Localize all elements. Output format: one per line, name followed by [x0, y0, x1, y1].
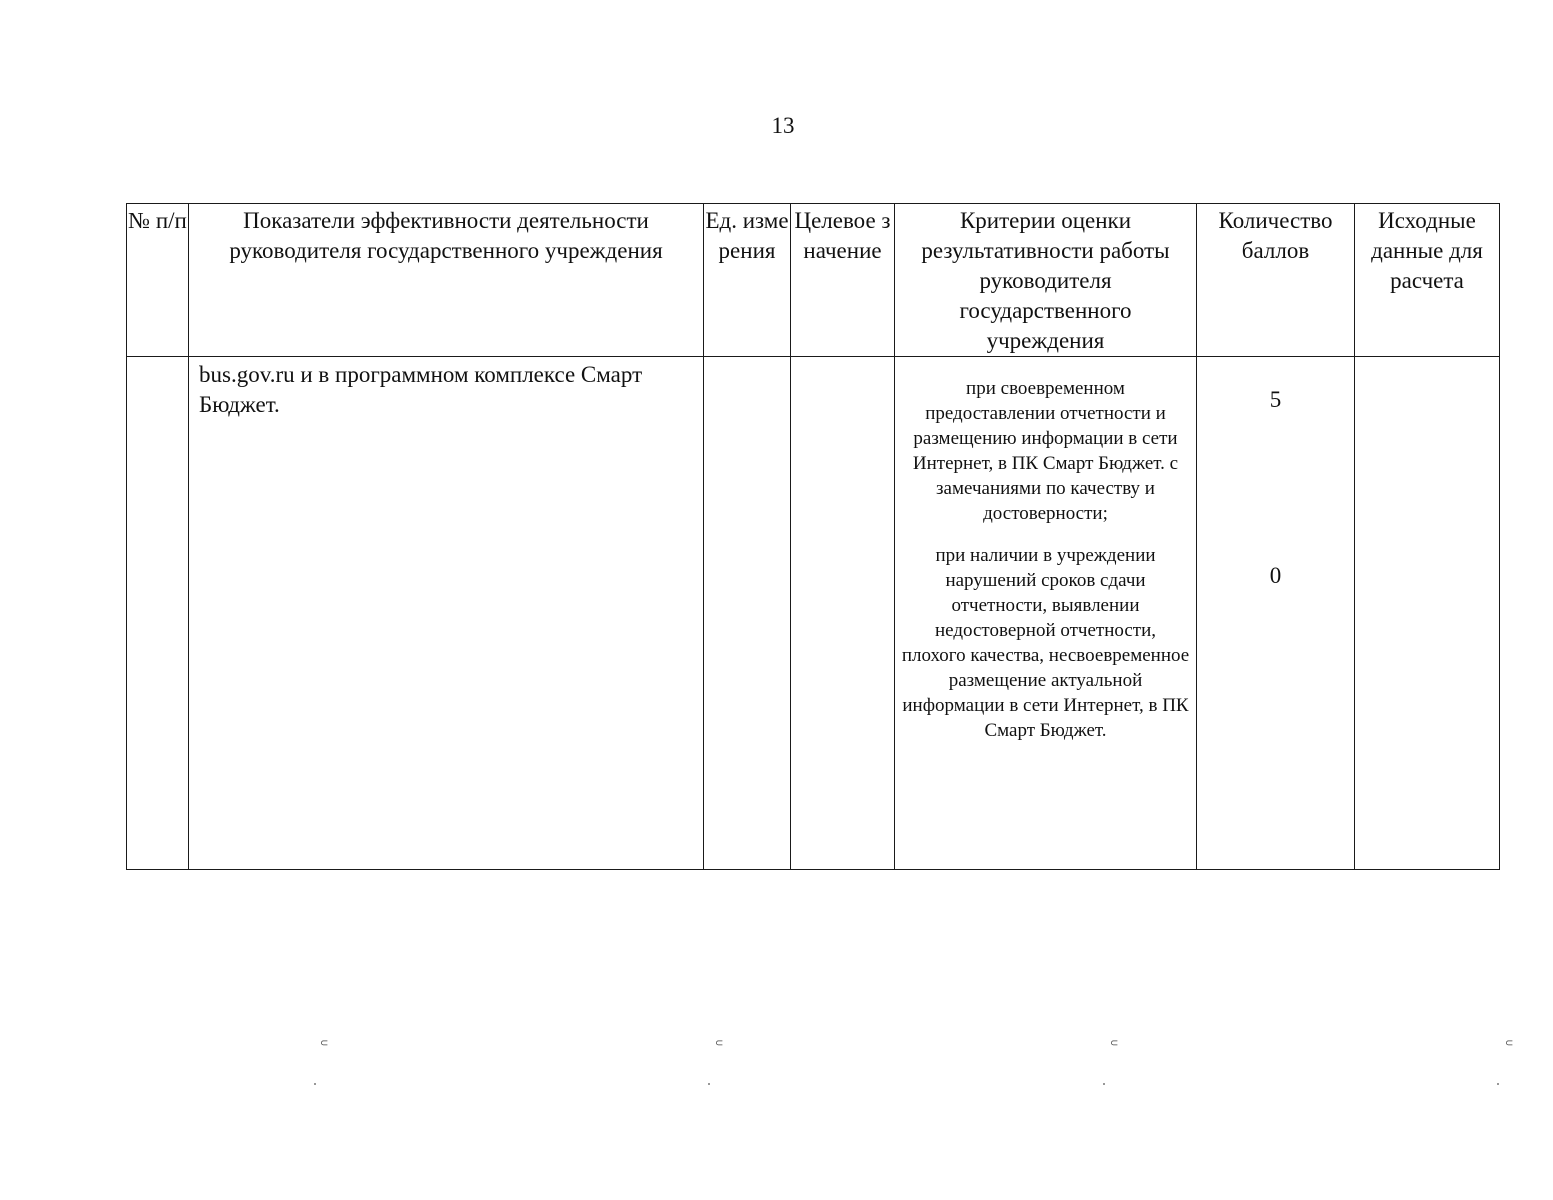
page-number: 13: [771, 113, 795, 138]
header-target: Целевое значение: [791, 204, 895, 357]
scan-artifact-mark: ⊂: [715, 1038, 724, 1049]
scan-artifact-dot: [708, 1083, 710, 1085]
scan-artifact-dot: [1497, 1083, 1499, 1085]
cell-criteria: [895, 357, 1197, 870]
criteria-text-1: при своевременном предоставлении отчетности и размещению информации в сети Интернет, в ПК Смарт Бюджет. с замечаниями по качеству и достоверности;: [912, 378, 1179, 524]
header-criteria: Критерии оценки результативности работы руководителя государственного учреждения: [895, 204, 1197, 357]
scan-artifact-mark: ⊂: [320, 1038, 329, 1049]
table-header-row: [127, 204, 1500, 357]
cell-number: [127, 357, 189, 870]
cell-target: [791, 357, 895, 870]
criteria-text-2: при наличии в учреждении нарушений сроков сдачи отчетности, выявлении недостоверной отчетности, плохого качества, несвоевременное размещение актуальной информации в сети Интернет, в ПК Смарт Бюджет.: [901, 545, 1190, 741]
header-source: Исходные данные для расчета: [1355, 204, 1500, 357]
performance-indicators-table: [126, 203, 1500, 870]
header-number: № п/п: [127, 204, 189, 357]
cell-indicator: bus.gov.ru и в программном комплексе Смарт Бюджет.: [189, 357, 704, 870]
score-value-1: 5: [1269, 387, 1282, 412]
scan-artifact-mark: ⊂: [1505, 1038, 1514, 1049]
scan-artifact-mark: ⊂: [1110, 1038, 1119, 1049]
scan-artifact-dot: [1103, 1083, 1105, 1085]
table-row: [127, 357, 1500, 870]
cell-score: [1197, 357, 1355, 870]
header-unit: Ед. измерения: [704, 204, 791, 357]
header-score: Количество баллов: [1197, 204, 1355, 357]
cell-unit: [704, 357, 791, 870]
header-indicator: Показатели эффективности деятельности руководителя государственного учреждения: [189, 204, 704, 357]
score-value-2: 0: [1269, 563, 1282, 588]
scan-artifact-dot: [314, 1083, 316, 1085]
cell-source: [1355, 357, 1500, 870]
